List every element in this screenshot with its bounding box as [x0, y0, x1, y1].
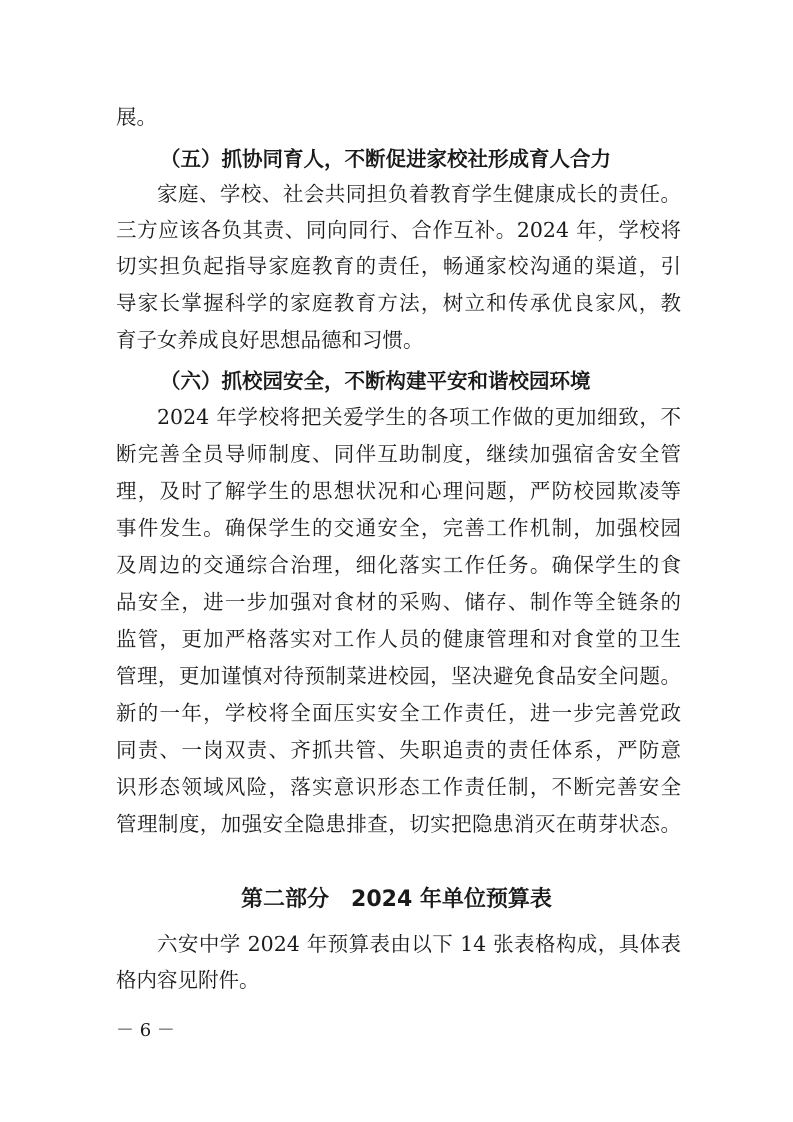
paragraph-line: 切实担负起指导家庭教育的责任，畅通家校沟通的渠道，引	[116, 254, 681, 278]
paragraph-line: 六安中学 2024 年预算表由以下 14 张表格构成，具体表	[157, 932, 681, 956]
paragraph-line: 理，及时了解学生的思想状况和心理问题，严防校园欺凌等	[116, 479, 681, 503]
paragraph-line: 新的一年，学校将全面压实安全工作责任，进一步完善党政	[116, 701, 681, 725]
paragraph-line: 育子女养成良好思想品德和习惯。	[116, 328, 424, 352]
paragraph-line: 及周边的交通综合治理，细化落实工作任务。确保学生的食	[116, 553, 681, 577]
paragraph-line: 2024 年学校将把关爱学生的各项工作做的更加细致，不	[157, 405, 681, 429]
paragraph-line: 管理，更加谨慎对待预制菜进校园，坚决避免食品安全问题。	[116, 664, 681, 688]
paragraph-line: 同责、一岗双责、齐抓共管、失职追责的责任体系，严防意	[116, 738, 681, 762]
paragraph-line: 监管，更加严格落实对工作人员的健康管理和对食堂的卫生	[116, 627, 681, 651]
paragraph-line: 识形态领域风险，落实意识形态工作责任制，不断完善安全	[116, 775, 681, 799]
section-title-part-two: 第二部分 2024 年单位预算表	[241, 887, 552, 912]
section-heading-six: （六）抓校园安全，不断构建平安和谐校园环境	[160, 369, 591, 393]
paragraph-line: 断完善全员导师制度、同伴互助制度，继续加强宿舍安全管	[116, 442, 681, 466]
paragraph-line: 导家长掌握科学的家庭教育方法，树立和传承优良家风，教	[116, 291, 681, 315]
paragraph-line: 家庭、学校、社会共同担负着教育学生健康成长的责任。	[157, 182, 681, 206]
paragraph-line: 品安全，进一步加强对食材的采购、储存、制作等全链条的	[116, 590, 681, 614]
paragraph-line: 展。	[116, 105, 157, 129]
paragraph-line: 三方应该各负其责、同向同行、合作互补。2024 年，学校将	[116, 218, 681, 242]
section-heading-five: （五）抓协同育人，不断促进家校社形成育人合力	[160, 147, 611, 171]
paragraph-line: 格内容见附件。	[116, 968, 260, 992]
paragraph-line: 事件发生。确保学生的交通安全，完善工作机制，加强校园	[116, 516, 681, 540]
paragraph-line: 管理制度，加强安全隐患排查，切实把隐患消灭在萌芽状态。	[116, 812, 681, 836]
page-number: － 6 －	[116, 1020, 175, 1041]
